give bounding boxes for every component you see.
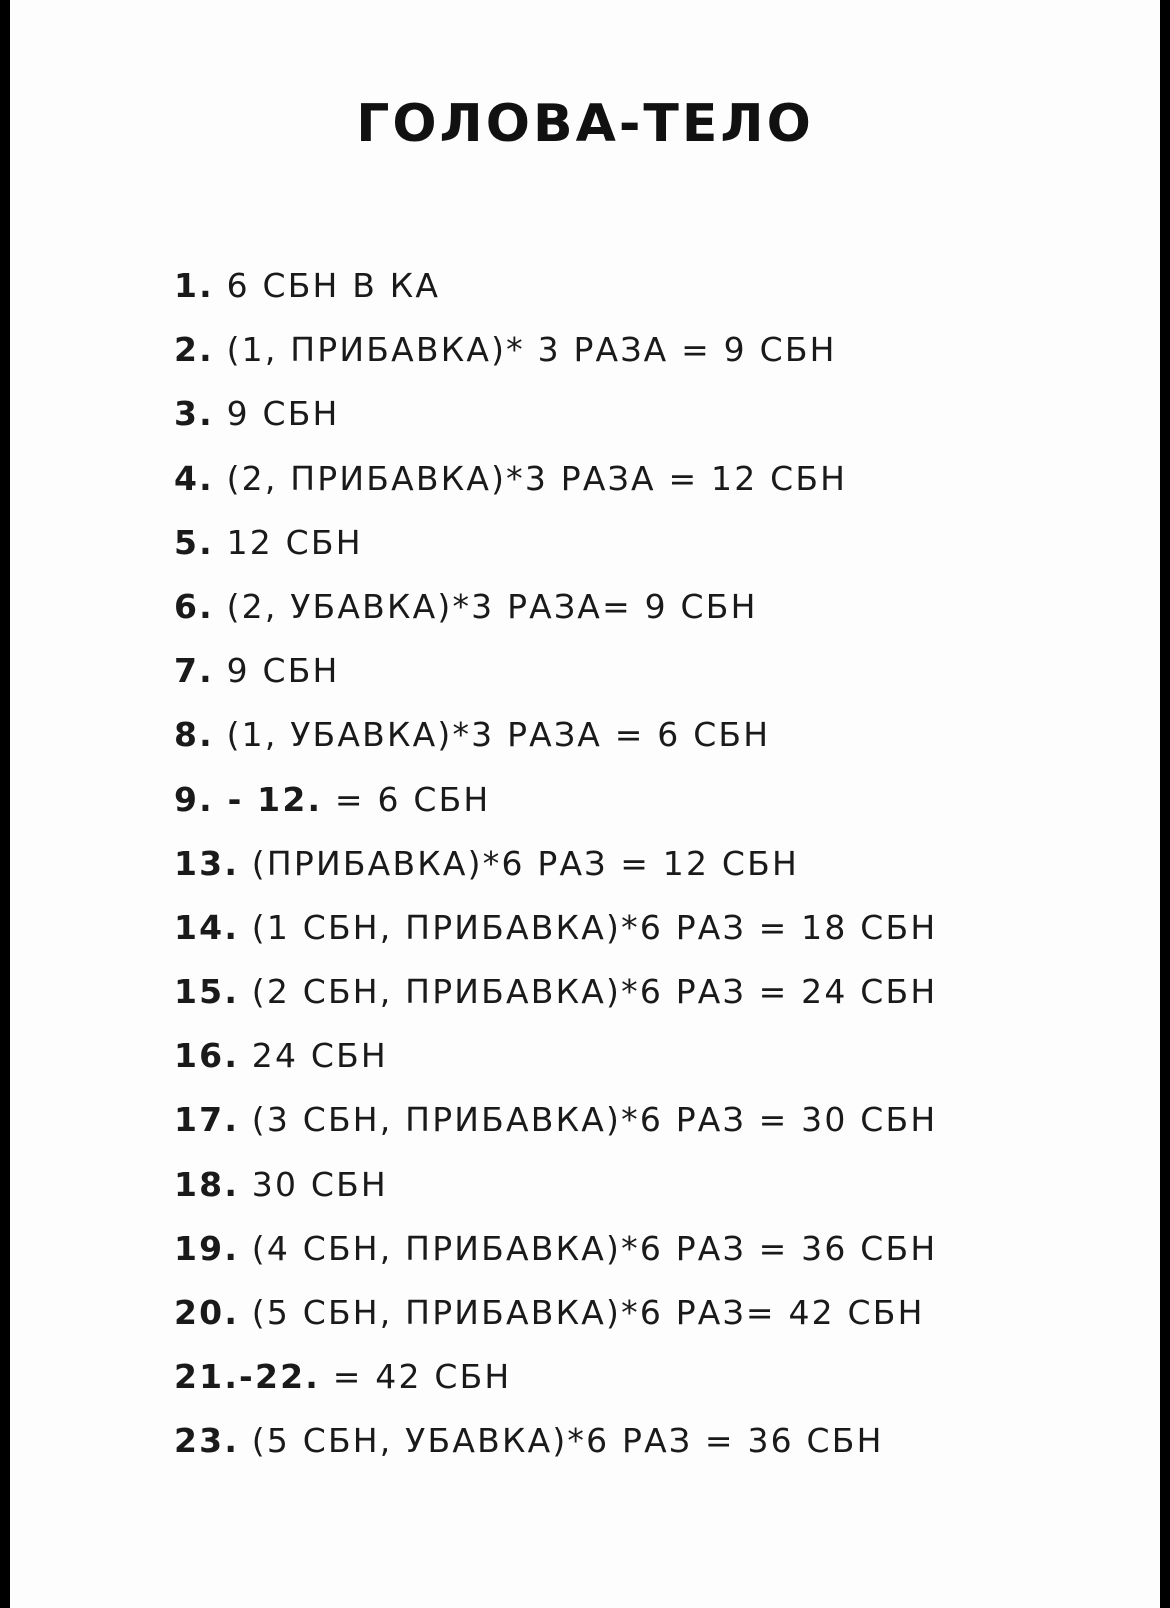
step-text: (5 СБН, УБАВКА)*6 РАЗ = 36 СБН — [239, 1421, 884, 1461]
pattern-step — [174, 768, 937, 832]
pattern-step — [174, 832, 937, 896]
pattern-step — [174, 254, 937, 318]
step-number: 23. — [174, 1421, 240, 1461]
pattern-step — [174, 703, 937, 767]
pattern-step — [174, 382, 937, 446]
step-number: 20. — [174, 1293, 240, 1332]
step-number: 4. — [174, 458, 214, 498]
step-number: 8. — [174, 715, 214, 755]
step-text: 9 СБН — [213, 651, 340, 691]
step-text: 9 СБН — [213, 394, 340, 434]
step-text: (2, УБАВКА)*3 РАЗА= 9 СБН — [213, 586, 758, 626]
step-number: 14. — [174, 907, 240, 947]
pattern-steps-list — [174, 254, 937, 1474]
step-number: 13. — [174, 843, 240, 883]
step-number: 9. - 12. — [174, 779, 323, 819]
step-number: 16. — [174, 1036, 240, 1076]
step-text: = 42 СБН — [320, 1357, 512, 1397]
step-text: (1, УБАВКА)*3 РАЗА = 6 СБН — [213, 715, 771, 755]
step-text: 6 СБН В КА — [213, 266, 441, 305]
pattern-step — [174, 447, 937, 511]
pattern-step — [174, 575, 937, 639]
document-page — [10, 0, 1160, 1608]
pattern-step — [174, 960, 937, 1024]
step-text: (1 СБН, ПРИБАВКА)*6 РАЗ = 18 СБН — [239, 907, 938, 947]
step-number: 18. — [174, 1164, 240, 1204]
step-text: (ПРИБАВКА)*6 РАЗ = 12 СБН — [239, 843, 799, 883]
step-text: (2 СБН, ПРИБАВКА)*6 РАЗ = 24 СБН — [239, 972, 938, 1012]
step-text: (1, ПРИБАВКА)* 3 РАЗА = 9 СБН — [213, 330, 837, 370]
step-number: 19. — [174, 1228, 240, 1268]
step-number: 21.-22. — [174, 1357, 321, 1397]
step-text: (2, ПРИБАВКА)*3 РАЗА = 12 СБН — [213, 458, 848, 498]
step-text: 30 СБН — [239, 1164, 388, 1204]
pattern-step — [174, 318, 937, 382]
step-text: 24 СБН — [239, 1036, 388, 1076]
step-number: 15. — [174, 972, 240, 1012]
step-text: (3 СБН, ПРИБАВКА)*6 РАЗ = 30 СБН — [239, 1100, 938, 1140]
pattern-step — [174, 1088, 937, 1152]
step-number: 7. — [174, 651, 214, 691]
pattern-step — [174, 1345, 937, 1409]
step-number: 17. — [174, 1100, 240, 1140]
step-number: 2. — [174, 330, 214, 370]
step-number: 5. — [174, 522, 214, 562]
step-number: 6. — [174, 586, 214, 626]
page-title: ГОЛОВА-ТЕЛО — [356, 94, 814, 154]
step-number: 3. — [174, 394, 214, 434]
pattern-step — [174, 1153, 937, 1217]
pattern-step — [174, 896, 937, 960]
step-text: 12 СБН — [213, 522, 363, 562]
pattern-step — [174, 511, 937, 575]
pattern-step — [174, 639, 937, 703]
step-text: = 6 СБН — [322, 779, 491, 819]
step-text: (4 СБН, ПРИБАВКА)*6 РАЗ = 36 СБН — [239, 1228, 938, 1268]
pattern-step — [174, 1409, 937, 1473]
step-text: (5 СБН, ПРИБАВКА)*6 РАЗ= 42 СБН — [239, 1293, 925, 1332]
step-number: 1. — [174, 266, 214, 305]
pattern-step — [174, 1217, 937, 1281]
pattern-step — [174, 1024, 937, 1088]
pattern-step — [174, 1281, 937, 1345]
